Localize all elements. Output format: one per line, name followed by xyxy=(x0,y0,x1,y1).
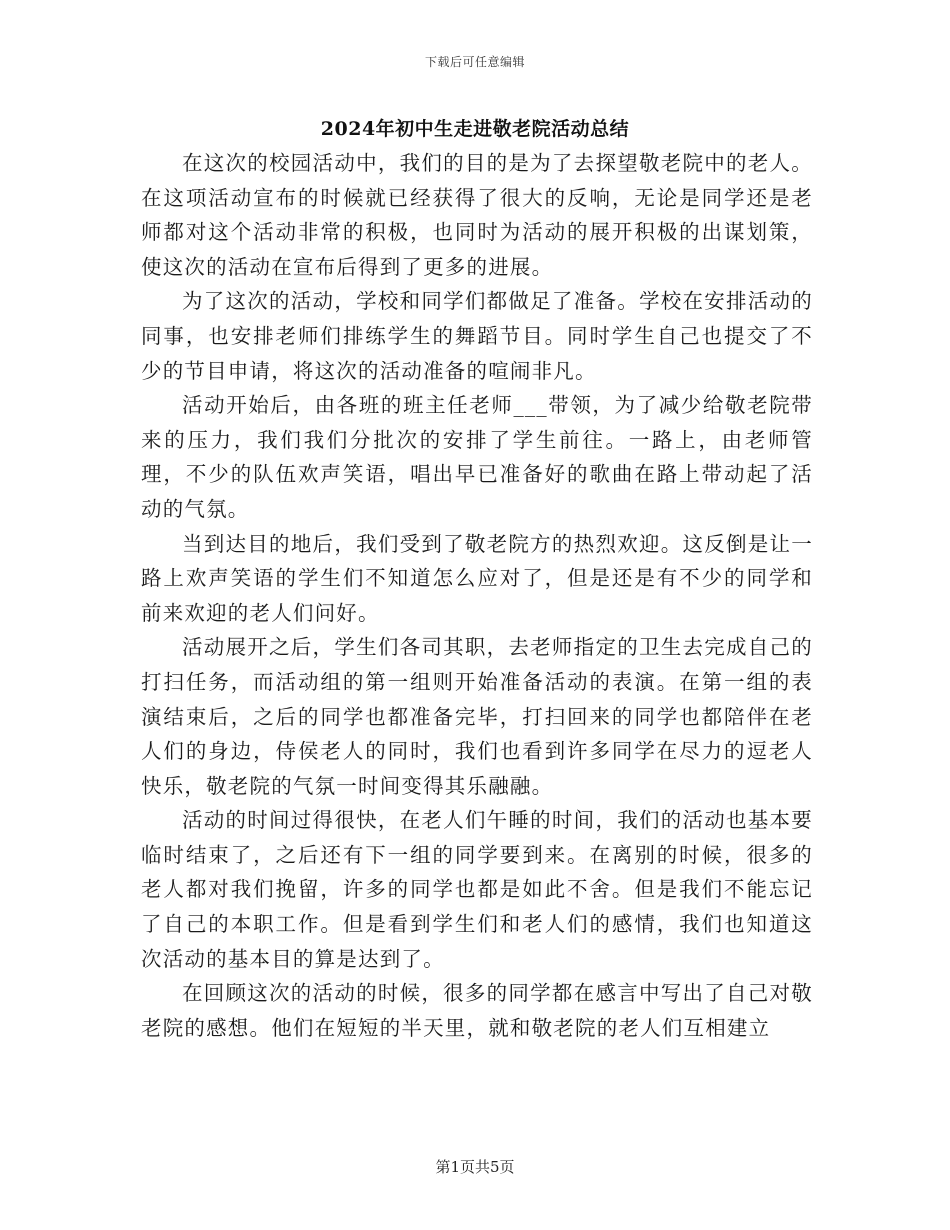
document-body xyxy=(141,146,813,1045)
paragraph: 在这次的校园活动中，我们的目的是为了去探望敬老院中的老人。在这项活动宣布的时候就已经获得了很大的反响，无论是同学还是老师都对这个活动非常的积极，也同时为活动的展开积极的出谋划策，使这次的活动在宣布后得到了更多的进展。 xyxy=(141,151,813,279)
paragraph: 活动的时间过得很快，在老人们午睡的时间，我们的活动也基本要临时结束了，之后还有下一组的同学要到来。在离别的时候，很多的老人都对我们挽留，许多的同学也都是如此不舍。但是我们不能忘记了自己的本职工作。但是看到学生们和老人们的感情，我们也知道这次活动的基本目的算是达到了。 xyxy=(141,808,813,971)
paragraph: 在回顾这次的活动的时候，很多的同学都在感言中写出了自己对敬老院的感想。他们在短短的半天里，就和敬老院的老人们互相建立 xyxy=(141,981,813,1040)
document-title: 2024年初中生走进敬老院活动总结 xyxy=(320,118,630,140)
paragraph: 为了这次的活动，学校和同学们都做足了准备。学校在安排活动的同事，也安排老师们排练学生的舞蹈节目。同时学生自己也提交了不少的节目申请，将这次的活动准备的喧闹非凡。 xyxy=(141,289,813,383)
paragraph: 活动展开之后，学生们各司其职，去老师指定的卫生去完成自己的打扫任务，而活动组的第一组则开始准备活动的表演。在第一组的表演结束后，之后的同学也都准备完毕，打扫回来的同学也都陪伴在老人们的身边，侍侯老人的同时，我们也看到许多同学在尽力的逗老人快乐，敬老院的气氛一时间变得其乐融融。 xyxy=(141,635,813,798)
page-number: 第1页共5页 xyxy=(435,1158,515,1176)
header-note: 下载后可任意编辑 xyxy=(424,55,525,69)
paragraph: 当到达目的地后，我们受到了敬老院方的热烈欢迎。这反倒是让一路上欢声笑语的学生们不知道怎么应对了，但是还是有不少的同学和前来欢迎的老人们问好。 xyxy=(141,531,813,625)
paragraph: 活动开始后，由各班的班主任老师___带领，为了减少给敬老院带来的压力，我们我们分批次的安排了学生前往。一路上，由老师管理，不少的队伍欢声笑语，唱出早已准备好的歌曲在路上带动起了活动的气氛。 xyxy=(141,393,813,521)
